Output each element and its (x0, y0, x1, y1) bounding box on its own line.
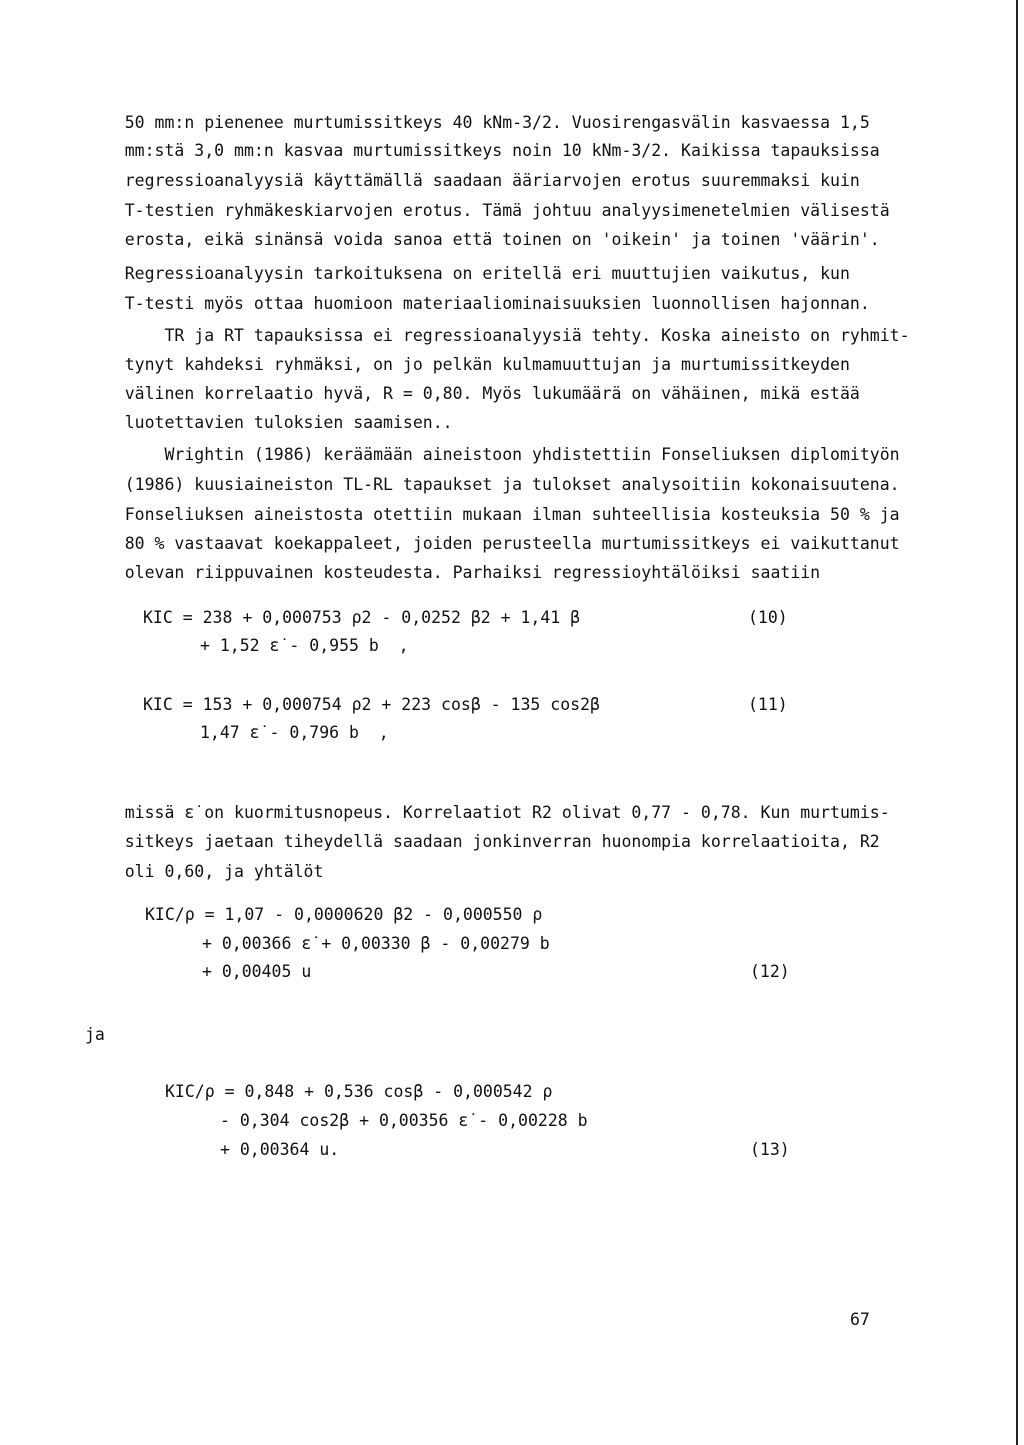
text-line-content: olevan riippuvainen kosteudesta. Parhaiksi regressioyhtälöiksi saatiin (124, 562, 821, 582)
text-line-content: tynyt kahdeksi ryhmäksi, on jo pelkän kulmamuuttujan ja murtumissitkeyden (124, 354, 850, 374)
text-line-content: TR ja RT tapauksissa ei regressioanalyysiä tehty. Koska aineisto on ryhmit- (124, 325, 910, 345)
equation-11-line-2: 1,47 ε̇ - 0,796 b , (200, 723, 389, 742)
page-edge-line (1016, 0, 1018, 1445)
equation-11-line-1: KIC = 153 + 0,000754 ρ2 + 223 cosβ - 135 cos2β (143, 695, 600, 714)
text-line-content: 80 % vastaavat koekappaleet, joiden perusteella murtumissitkeys ei vaikuttanut (124, 533, 900, 553)
equation-13-line-2: - 0,304 cos2β + 0,00356 ε̇ - 0,00228 b (220, 1111, 588, 1130)
equation-number-11: (11) (748, 695, 788, 714)
text-line-content: Regressioanalyysin tarkoituksena on eritellä eri muuttujien vaikutus, kun (124, 263, 850, 283)
equation-13-line-1: KIC/ρ = 0,848 + 0,536 cosβ - 0,000542 ρ (165, 1082, 553, 1101)
text-line-content: sitkeys jaetaan tiheydellä saadaan jonkinverran huonompia korrelaatioita, R2 (124, 831, 880, 851)
text-line-content: Wrightin (1986) keräämään aineistoon yhdistettiin Fonseliuksen diplomityön (124, 444, 900, 464)
text-line-content: T-testi myös ottaa huomioon materiaaliominaisuuksien luonnollisen hajonnan. (124, 293, 870, 313)
text-line-content: erosta, eikä sinänsä voida sanoa että toinen on 'oikein' ja toinen 'väärin'. (124, 229, 880, 249)
equation-10-line-1: KIC = 238 + 0,000753 ρ2 - 0,0252 β2 + 1,41 β (143, 608, 581, 627)
text-line-content: 50 mm:n pienenee murtumissitkeys 40 kNm-3/2. Vuosirengasvälin kasvaessa 1,5 (124, 112, 870, 132)
page-number: 67 (850, 1310, 870, 1329)
text-line-content: oli 0,60, ja yhtälöt (124, 861, 324, 881)
text-line-content: T-testien ryhmäkeskiarvojen erotus. Tämä johtuu analyysimenetelmien välisestä (124, 200, 890, 220)
connector-word: ja (85, 1025, 105, 1044)
equation-12-line-2: + 0,00366 ε̇ + 0,00330 β - 0,00279 b (202, 934, 550, 953)
equation-10-line-2: + 1,52 ε̇ - 0,955 b , (200, 636, 409, 655)
text-line-content: mm:stä 3,0 mm:n kasvaa murtumissitkeys noin 10 kNm-3/2. Kaikissa tapauksissa (124, 140, 880, 160)
equation-13-line-3: + 0,00364 u. (220, 1140, 340, 1159)
text-line-content: välinen korrelaatio hyvä, R = 0,80. Myös lukumäärä on vähäinen, mikä estää (124, 383, 860, 403)
equation-number-10: (10) (748, 608, 788, 627)
text-line (85, 847, 323, 897)
equation-number-12: (12) (750, 962, 790, 981)
equation-12-line-1: KIC/ρ = 1,07 - 0,0000620 β2 - 0,000550 ρ (145, 905, 543, 924)
text-line-content: regressioanalyysiä käyttämällä saadaan ääriarvojen erotus suuremmaksi kuin (124, 170, 860, 190)
text-line-content: missä ε̇ on kuormitusnopeus. Korrelaatiot R2 olivat 0,77 - 0,78. Kun murtumis- (124, 802, 890, 822)
equation-number-13: (13) (750, 1140, 790, 1159)
text-line (85, 548, 820, 598)
equation-12-line-3: + 0,00405 u (202, 962, 312, 981)
text-line-content: Fonseliuksen aineistosta otettiin mukaan ilman suhteellisia kosteuksia 50 % ja (124, 504, 900, 524)
text-line-content: luotettavien tuloksien saamisen.. (124, 412, 453, 432)
text-line-content: (1986) kuusiaineiston TL-RL tapaukset ja tulokset analysoitiin kokonaisuutena. (124, 474, 900, 494)
